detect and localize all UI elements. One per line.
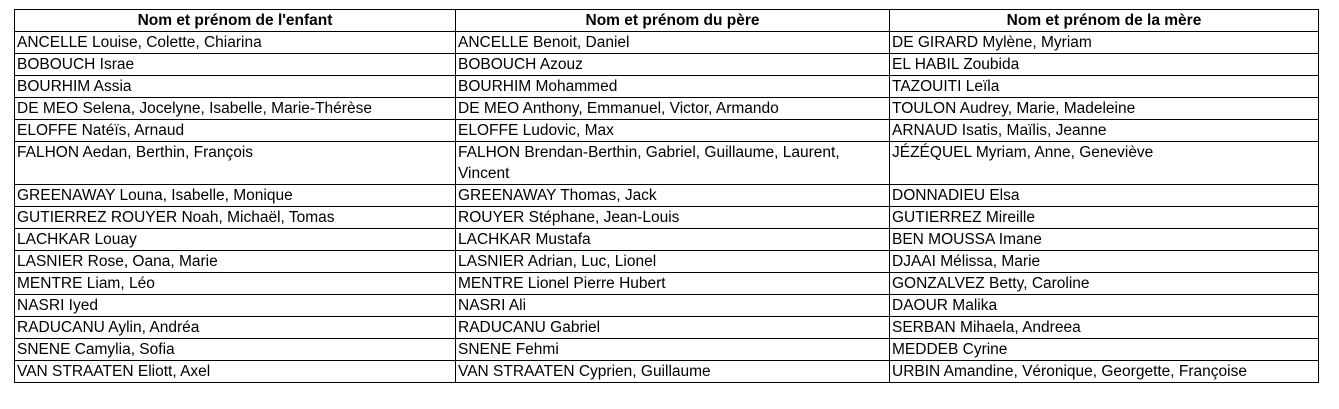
child-name-cell: GUTIERREZ ROUYER Noah, Michaël, Tomas [15,207,456,229]
table-row [15,98,1319,120]
father-name-cell: NASRI Ali [456,295,890,317]
child-name-cell: LASNIER Rose, Oana, Marie [15,251,456,273]
table-row [15,32,1319,54]
header-mother-name: Nom et prénom de la mère [890,10,1319,32]
mother-name-cell: URBIN Amandine, Véronique, Georgette, Françoise [890,361,1319,383]
table-row [15,339,1319,361]
child-name-cell: ELOFFE Natéïs, Arnaud [15,120,456,142]
child-name-cell: NASRI Iyed [15,295,456,317]
mother-name-cell: TOULON Audrey, Marie, Madeleine [890,98,1319,120]
father-name-cell: BOURHIM Mohammed [456,76,890,98]
mother-name-cell: GUTIERREZ Mireille [890,207,1319,229]
mother-name-cell: MEDDEB Cyrine [890,339,1319,361]
father-name-cell: BOBOUCH Azouz [456,54,890,76]
mother-name-cell: DONNADIEU Elsa [890,185,1319,207]
child-name-cell: FALHON Aedan, Berthin, François [15,142,456,185]
child-name-cell: DE MEO Selena, Jocelyne, Isabelle, Marie-Thérèse [15,98,456,120]
mother-name-cell: DE GIRARD Mylène, Myriam [890,32,1319,54]
child-name-cell: LACHKAR Louay [15,229,456,251]
table-row [15,142,1319,185]
header-row [15,10,1319,32]
document-page [14,9,1319,383]
child-name-cell: ANCELLE Louise, Colette, Chiarina [15,32,456,54]
child-name-cell: BOBOUCH Israe [15,54,456,76]
mother-name-cell: ARNAUD Isatis, Maïlis, Jeanne [890,120,1319,142]
father-name-cell: LASNIER Adrian, Luc, Lionel [456,251,890,273]
father-name-cell: ANCELLE Benoit, Daniel [456,32,890,54]
father-name-cell: VAN STRAATEN Cyprien, Guillaume [456,361,890,383]
child-name-cell: GREENAWAY Louna, Isabelle, Monique [15,185,456,207]
father-name-cell: DE MEO Anthony, Emmanuel, Victor, Armando [456,98,890,120]
child-name-cell: SNENE Camylia, Sofia [15,339,456,361]
table-row [15,76,1319,98]
father-name-cell: FALHON Brendan-Berthin, Gabriel, Guillaume, Laurent, Vincent [456,142,890,185]
child-name-cell: MENTRE Liam, Léo [15,273,456,295]
father-name-cell: GREENAWAY Thomas, Jack [456,185,890,207]
mother-name-cell: JÉZÉQUEL Myriam, Anne, Geneviève [890,142,1319,185]
child-name-cell: RADUCANU Aylin, Andréa [15,317,456,339]
mother-name-cell: BEN MOUSSA Imane [890,229,1319,251]
father-name-cell: MENTRE Lionel Pierre Hubert [456,273,890,295]
table-row [15,120,1319,142]
table-row [15,273,1319,295]
mother-name-cell: EL HABIL Zoubida [890,54,1319,76]
table-row [15,317,1319,339]
child-name-cell: BOURHIM Assia [15,76,456,98]
table-row [15,361,1319,383]
father-name-cell: LACHKAR Mustafa [456,229,890,251]
child-name-cell: VAN STRAATEN Eliott, Axel [15,361,456,383]
mother-name-cell: TAZOUITI Leïla [890,76,1319,98]
table-row [15,295,1319,317]
header-child-name: Nom et prénom de l'enfant [15,10,456,32]
table-row [15,54,1319,76]
table-row [15,229,1319,251]
mother-name-cell: DAOUR Malika [890,295,1319,317]
mother-name-cell: GONZALVEZ Betty, Caroline [890,273,1319,295]
table-row [15,185,1319,207]
table-body [15,32,1319,383]
father-name-cell: SNENE Fehmi [456,339,890,361]
mother-name-cell: DJAAI Mélissa, Marie [890,251,1319,273]
table-row [15,207,1319,229]
table-header [15,10,1319,32]
birth-register-table [14,9,1319,383]
header-father-name: Nom et prénom du père [456,10,890,32]
mother-name-cell: SERBAN Mihaela, Andreea [890,317,1319,339]
father-name-cell: ELOFFE Ludovic, Max [456,120,890,142]
father-name-cell: ROUYER Stéphane, Jean-Louis [456,207,890,229]
table-row [15,251,1319,273]
father-name-cell: RADUCANU Gabriel [456,317,890,339]
